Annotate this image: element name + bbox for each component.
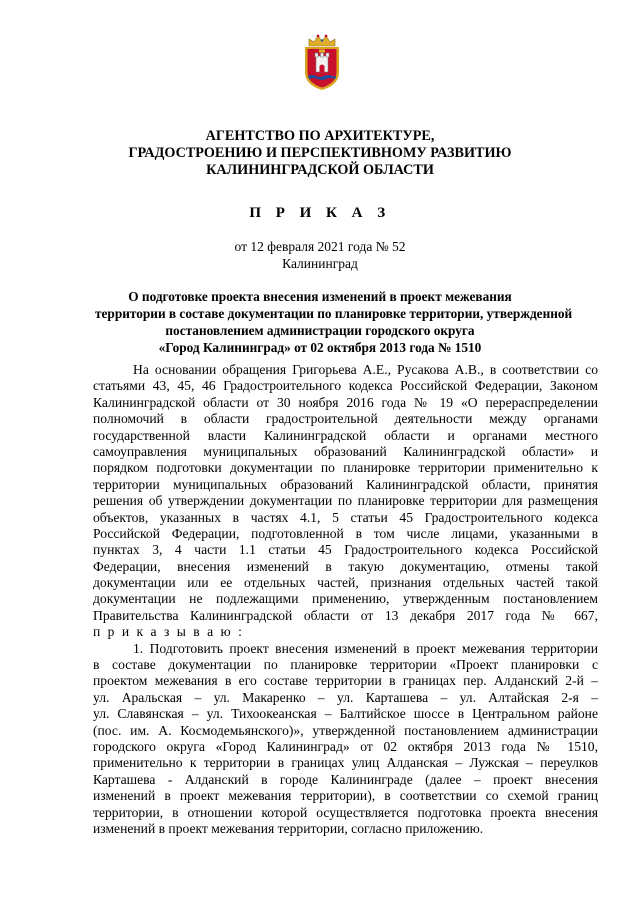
text-line: пунктах 3, 4 части 1.1 статьи 45 Градостроительного кодекса Российской: [93, 542, 598, 558]
agency-header: [60, 128, 580, 179]
text-line: в составе документации по планировке территории «Проект планировки с: [93, 657, 598, 673]
prikazyvayu-line: п р и к а з ы в а ю :: [93, 624, 244, 640]
order-meta: [0, 238, 640, 272]
text-line: изменений в проект межевания территории, согласно приложению.: [93, 820, 484, 836]
text-line: ул. Славянская – ул. Тихоокеанская – Балтийское шоссе в Центральном районе: [93, 706, 598, 722]
text-line: изменений в проект межевания территории), в соответствии со схемой границ: [93, 788, 598, 804]
text-line: На основании обращения Григорьева А.Е., Русакова А.В., в соответствии со: [133, 362, 598, 377]
agency-line: АГЕНТСТВО ПО АРХИТЕКТУРЕ,: [205, 128, 435, 144]
text-line: статьями 43, 45, 46 Градостроительного кодекса Российской Федерации, Законом: [93, 378, 598, 394]
text-line: применительно к территории в границах улиц Алданская – Лужская – переулков: [93, 755, 598, 771]
text-line: полномочий в области градостроительной деятельности между органами: [93, 411, 598, 427]
text-line: документации или ее отдельных частей, признания отдельных частей такой: [93, 575, 598, 591]
coat-of-arms-icon: [300, 32, 344, 92]
text-line: объектов, указанных в частях 4.1, 5 статьи 45 Градостроительного кодекса: [93, 509, 598, 525]
order-date: от 12 февраля 2021 года № 52: [234, 239, 406, 254]
text-line: Калининградской области от 30 ноября 2016 года № 19 «О перераспределении: [93, 394, 598, 410]
text-line: ул. Аральская – ул. Макаренко – ул. Карташева – ул. Алтайская 2-я –: [93, 689, 598, 705]
order-title: П Р И К А З: [249, 205, 391, 221]
text-line: порядком подготовки документации по планировке территории применительно к: [93, 460, 598, 476]
text-line: Федерации, внесения изменений в такую документацию, отмены такой: [93, 558, 598, 574]
text-line: территории, в отношении которой осуществляется подготовка проекта внесения: [93, 804, 598, 820]
text-line: Карташева - Алданский в городе Калининграде (далее – проект внесения: [93, 771, 598, 787]
order-body: [93, 362, 598, 837]
preamble-paragraph: [93, 362, 598, 641]
text-line: 1. Подготовить проект внесения изменений в проект межевания территории: [133, 640, 598, 656]
text-line: государственной власти Калининградской области и органами местного: [93, 427, 598, 443]
agency-line: КАЛИНИНГРАДСКОЙ ОБЛАСТИ: [206, 162, 434, 178]
text-line: Российской Федерации, подготовленной в том числе лицами, указанными в: [93, 525, 598, 541]
subject-line: «Город Калининград» от 02 октября 2013 года № 1510: [158, 340, 482, 355]
agency-line: ГРАДОСТРОЕНИЮ И ПЕРСПЕКТИВНОМУ РАЗВИТИЮ: [128, 145, 512, 161]
order-city: Калининград: [282, 256, 358, 271]
text-line: решения об утверждении документации по планировке территории для размещения: [93, 493, 598, 509]
text-line: документации не подлежащими применению, утвержденным постановлением: [93, 591, 598, 607]
order-subject: [95, 288, 573, 356]
text-line: самоуправления муниципальных образований Калининградской области» и: [93, 443, 598, 459]
text-line: (пос. им. А. Космодемьянского)», утвержденной постановлением администрации: [93, 722, 598, 738]
subject-line: О подготовке проекта внесения изменений в проект межевания: [128, 289, 512, 304]
subject-line: постановлением администрации городского округа: [165, 323, 475, 338]
text-line: Правительства Калининградской области от 13 декабря 2017 года № 667,: [93, 607, 598, 623]
text-line: проектом межевания в его составе территории в границах пер. Алданский 2-й –: [93, 673, 598, 689]
text-line: территории муниципальных образований Калининградской области, принятия: [93, 476, 598, 492]
item-1-paragraph: [93, 641, 598, 838]
subject-line: территории в составе документации по планировке территории, утвержденной: [95, 306, 573, 321]
text-line: городского округа «Город Калининград» от 02 октября 2013 года № 1510,: [93, 738, 598, 754]
